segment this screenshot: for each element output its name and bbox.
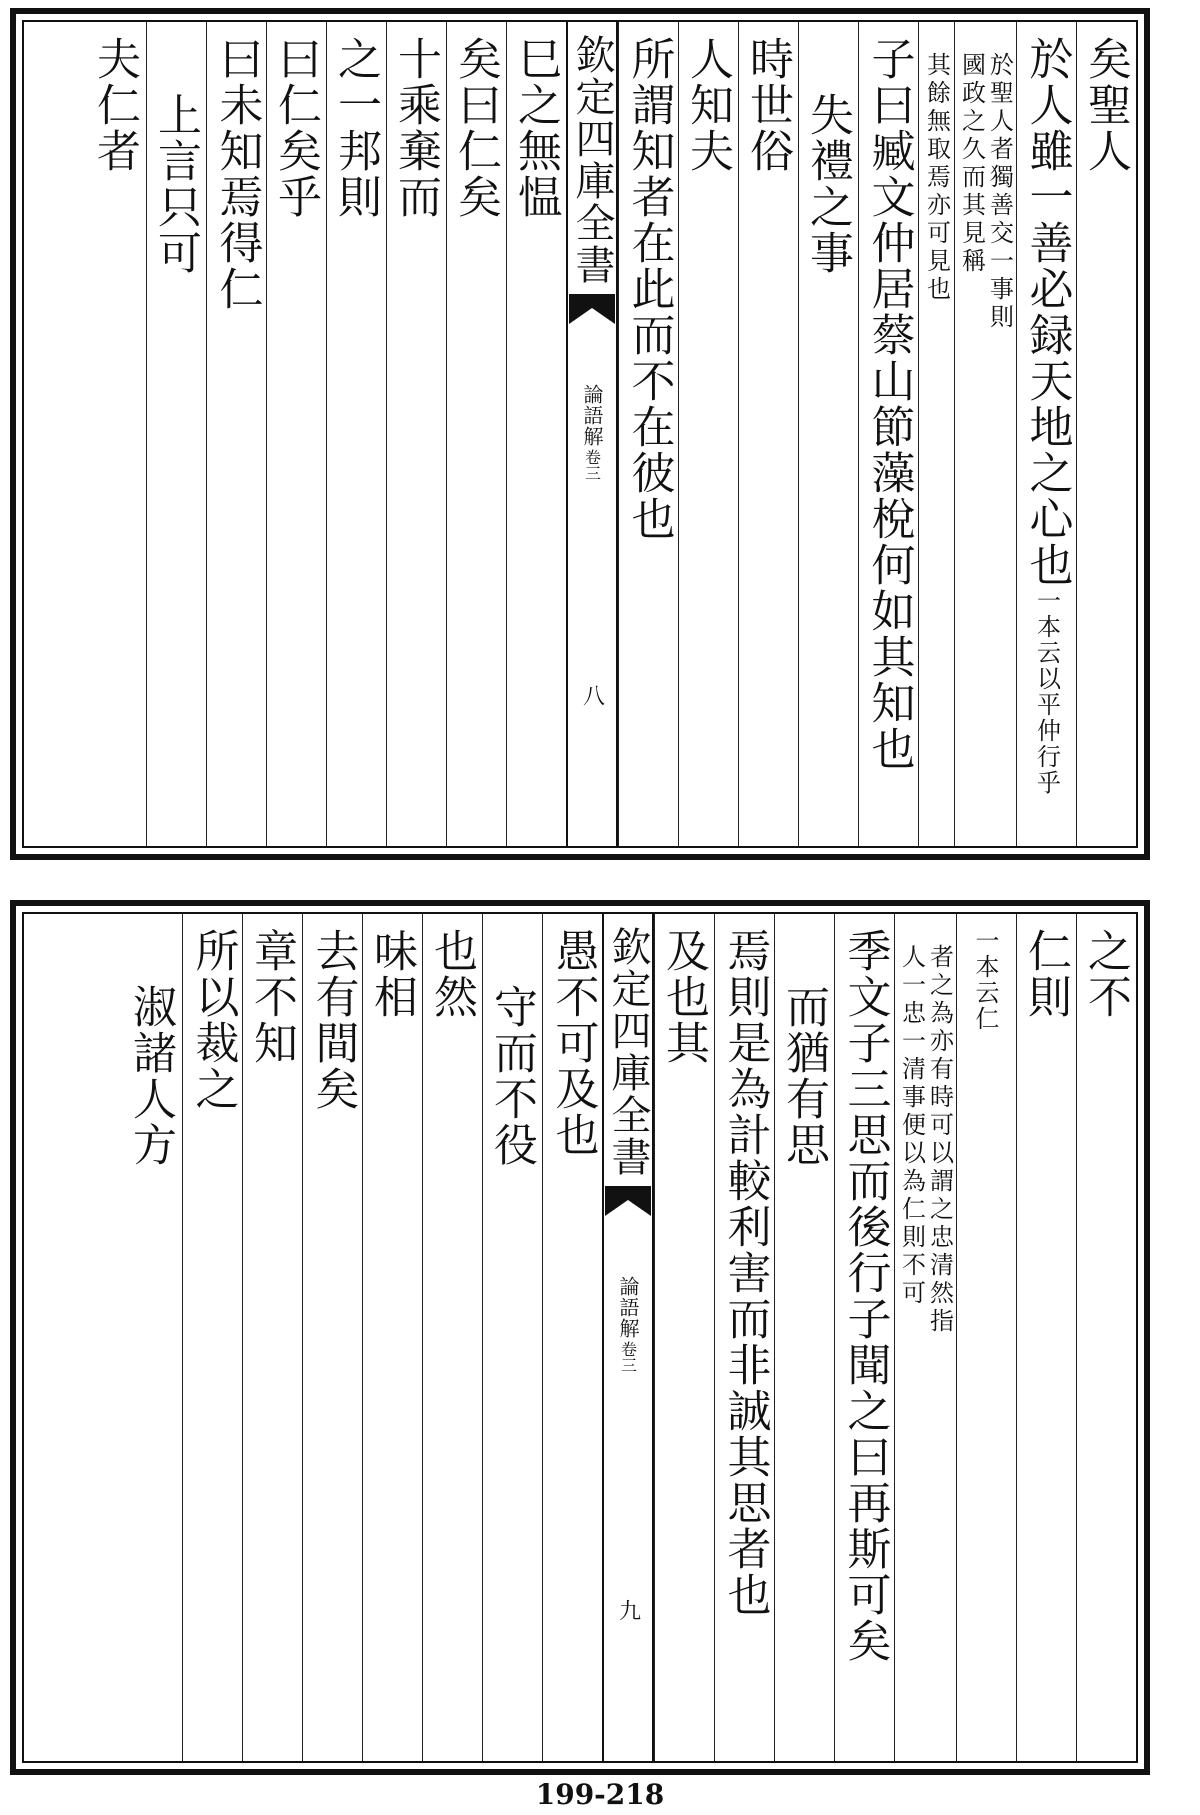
column-text bbox=[243, 914, 302, 1761]
column-text bbox=[837, 914, 893, 1761]
column-text bbox=[717, 914, 773, 1761]
commentary-line: 其餘無取焉亦可見也 bbox=[922, 52, 951, 304]
book-title: 論語解 bbox=[616, 1276, 640, 1339]
text-column bbox=[422, 914, 482, 1761]
book-title: 論語解 bbox=[580, 384, 604, 447]
commentary-line: 人一忠一清事便以為仁則不可 bbox=[897, 944, 926, 1308]
text-column bbox=[542, 914, 602, 1761]
column-text bbox=[655, 914, 714, 1761]
leaf-number: 八 bbox=[579, 684, 605, 706]
main-text: 也然 bbox=[426, 928, 477, 1020]
main-text: 人知夫 bbox=[682, 36, 733, 174]
text-column bbox=[834, 914, 894, 1761]
leaf-number: 九 bbox=[615, 1599, 641, 1621]
main-text: 十乘棄而 bbox=[390, 36, 441, 220]
text-column bbox=[302, 914, 362, 1761]
column-text bbox=[1017, 914, 1076, 1761]
column-text bbox=[775, 914, 834, 1761]
text-column bbox=[242, 914, 302, 1761]
center-margin bbox=[602, 914, 654, 1761]
text-column bbox=[122, 914, 182, 1761]
text-column bbox=[386, 22, 446, 846]
inline-commentary: 一本云仁 bbox=[971, 928, 999, 1032]
main-text: 淑諸人方 bbox=[125, 984, 176, 1168]
text-column bbox=[146, 22, 206, 846]
text-column bbox=[446, 22, 506, 846]
column-text bbox=[545, 914, 601, 1761]
top-page-columns bbox=[22, 20, 1138, 848]
top-page bbox=[10, 8, 1150, 860]
column-text bbox=[483, 914, 542, 1761]
column-text bbox=[679, 22, 738, 846]
center-margin bbox=[566, 22, 618, 846]
text-column bbox=[714, 914, 774, 1761]
column-text bbox=[305, 914, 361, 1761]
commentary-line: 國政之久而其見稱 bbox=[957, 52, 986, 276]
main-text: 於人雖一善必録天地之心也 bbox=[1021, 36, 1073, 588]
main-text: 失禮之事 bbox=[802, 92, 853, 276]
text-column bbox=[956, 914, 1016, 1761]
column-text bbox=[423, 914, 482, 1761]
main-text: 曰未知焉得仁 bbox=[211, 36, 263, 312]
main-text: 之不 bbox=[1080, 928, 1131, 1020]
main-text: 夫仁者 bbox=[89, 36, 140, 174]
main-text: 味相 bbox=[366, 928, 417, 1020]
fishtail-mark-icon bbox=[569, 294, 615, 324]
text-column bbox=[858, 22, 918, 846]
main-text: 焉則是為計較利害而非誠其思者也 bbox=[719, 928, 771, 1618]
collection-title: 欽定四庫全書 bbox=[569, 34, 615, 286]
main-text: 及也其 bbox=[658, 928, 709, 1066]
text-column bbox=[266, 22, 326, 846]
main-text: 曰仁矣乎 bbox=[270, 36, 321, 220]
commentary-column bbox=[954, 22, 1016, 846]
main-text: 守而不役 bbox=[486, 984, 537, 1168]
text-column bbox=[654, 914, 714, 1761]
inline-commentary: 一本云以平仲行乎 bbox=[1032, 588, 1061, 796]
column-text bbox=[185, 914, 241, 1761]
main-text: 上言只可 bbox=[150, 92, 201, 276]
commentary-line: 者之為亦有時可以謂之忠清然指 bbox=[925, 944, 954, 1336]
column-text bbox=[739, 22, 798, 846]
text-column bbox=[1076, 22, 1136, 846]
main-text: 之一邦則 bbox=[330, 36, 381, 220]
main-text: 愚不可及也 bbox=[547, 928, 599, 1158]
main-text: 所謂知者在此而不在彼也 bbox=[623, 36, 675, 542]
column-text bbox=[86, 22, 146, 846]
column-text bbox=[147, 22, 206, 846]
column-text bbox=[327, 22, 386, 846]
text-column bbox=[618, 22, 678, 846]
column-text bbox=[1019, 22, 1075, 846]
commentary-column bbox=[918, 22, 954, 846]
column-text bbox=[621, 22, 677, 846]
text-column bbox=[362, 914, 422, 1761]
text-column bbox=[1016, 914, 1076, 1761]
main-text: 仁則 bbox=[1020, 928, 1071, 1020]
volume-number: 卷三 bbox=[582, 449, 602, 481]
main-text: 時世俗 bbox=[742, 36, 793, 174]
main-text: 所以裁之 bbox=[187, 928, 239, 1112]
page-number-footer: 199-218 bbox=[535, 1778, 665, 1811]
main-text: 矣曰仁矣 bbox=[450, 36, 501, 220]
text-column bbox=[1016, 22, 1076, 846]
main-text: 章不知 bbox=[246, 928, 297, 1066]
main-text: 季文子三思而後行子聞之曰再斯可矣 bbox=[839, 928, 891, 1664]
text-column bbox=[206, 22, 266, 846]
column-text bbox=[447, 22, 506, 846]
text-column bbox=[1076, 914, 1136, 1761]
collection-title: 欽定四庫全書 bbox=[605, 926, 651, 1178]
main-text: 去有間矣 bbox=[307, 928, 359, 1112]
text-column bbox=[182, 914, 242, 1761]
text-column bbox=[326, 22, 386, 846]
column-text bbox=[209, 22, 265, 846]
bottom-page-columns bbox=[22, 912, 1138, 1763]
main-text: 巳之無愠 bbox=[510, 36, 561, 220]
column-text bbox=[267, 22, 326, 846]
text-column bbox=[506, 22, 566, 846]
column-text bbox=[861, 22, 917, 846]
bottom-page bbox=[10, 900, 1150, 1775]
text-column bbox=[678, 22, 738, 846]
column-text bbox=[799, 22, 858, 846]
text-column bbox=[774, 914, 834, 1761]
volume-number: 卷三 bbox=[618, 1341, 638, 1373]
main-text: 而猶有思 bbox=[778, 984, 829, 1168]
text-column bbox=[86, 22, 146, 846]
column-text bbox=[957, 914, 1016, 1761]
text-column bbox=[738, 22, 798, 846]
text-column bbox=[482, 914, 542, 1761]
column-text bbox=[507, 22, 566, 846]
column-text bbox=[363, 914, 422, 1761]
main-text: 矣聖人 bbox=[1080, 36, 1131, 174]
main-text: 子曰臧文仲居蔡山節藻梲何如其知也 bbox=[863, 36, 915, 772]
commentary-column bbox=[894, 914, 956, 1761]
fishtail-mark-icon bbox=[605, 1186, 651, 1216]
column-text bbox=[387, 22, 446, 846]
column-text bbox=[1077, 22, 1136, 846]
text-column bbox=[798, 22, 858, 846]
column-text bbox=[122, 914, 182, 1761]
commentary-line: 於聖人者獨善交一事則 bbox=[985, 52, 1014, 332]
column-text bbox=[1077, 914, 1136, 1761]
